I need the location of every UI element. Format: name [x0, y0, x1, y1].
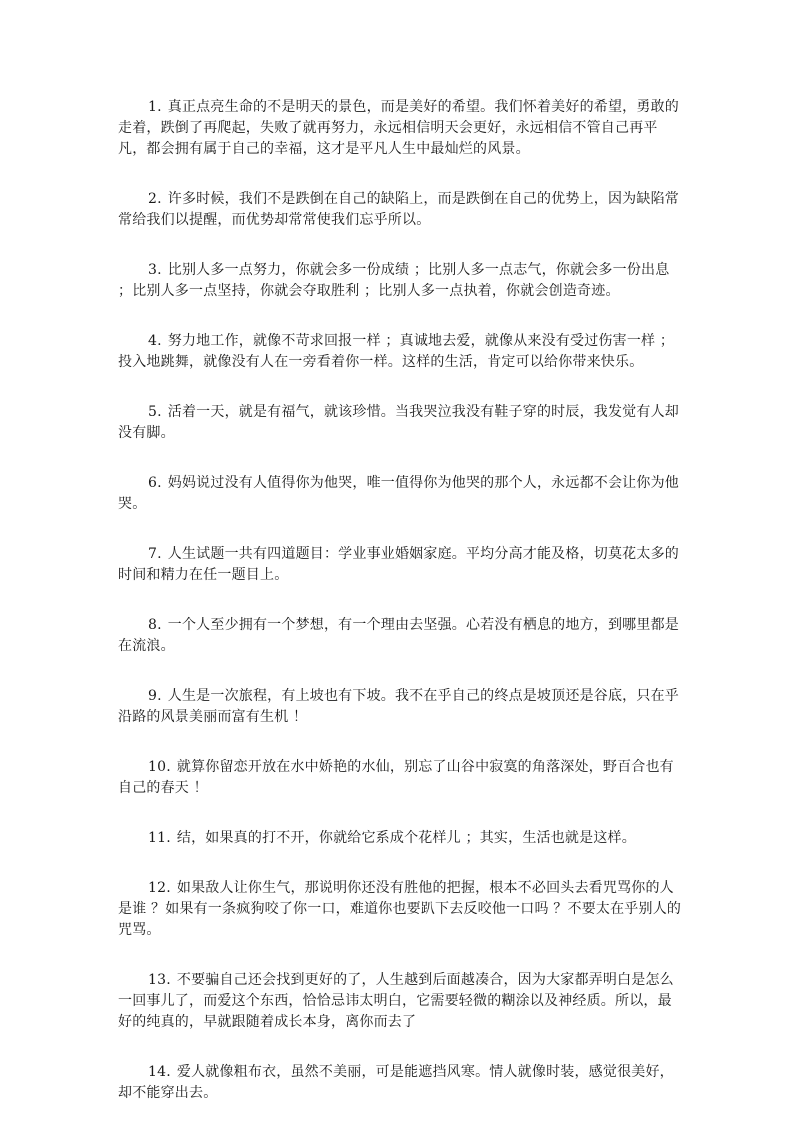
paragraph-text: 爱人就像粗布衣，虽然不美丽，可是能遮挡风寒。情人就像时装，感觉很美好，却不能穿出去。: [118, 1064, 674, 1101]
paragraph-text: 人生试题一共有四道题目：学业事业婚姻家庭。平均分高才能及格，切莫花太多的时间和精力在任一题目上。: [118, 546, 679, 583]
paragraph-7: [118, 544, 684, 586]
paragraph-text: 比别人多一点努力，你就会多一份成绩 ；比别人多一点志气，你就会多一份出息 ；比别人多一点坚持，你就会夺取胜利 ；比别人多一点执着，你就会创造奇迹。: [118, 262, 670, 299]
paragraph-3: [118, 260, 684, 302]
paragraph-number: 13.: [148, 972, 171, 988]
paragraph-4: [118, 331, 684, 373]
paragraph-number: 10.: [148, 759, 171, 775]
paragraph-9: [118, 686, 684, 728]
paragraph-text: 妈妈说过没有人值得你为他哭，唯一值得你为他哭的那个人，永远都不会让你为他哭。: [118, 475, 679, 512]
paragraph-number: 8.: [148, 617, 162, 633]
paragraph-number: 9.: [148, 688, 162, 704]
paragraph-14: [118, 1062, 684, 1104]
paragraph-number: 2.: [148, 191, 162, 207]
paragraph-text: 一个人至少拥有一个梦想，有一个理由去坚强。心若没有栖息的地方，到哪里都是在流浪。: [118, 617, 679, 654]
paragraph-1: [118, 97, 684, 160]
paragraph-number: 4.: [148, 333, 162, 349]
paragraph-number: 12.: [148, 880, 171, 896]
paragraph-text: 真正点亮生命的不是明天的景色，而是美好的希望。我们怀着美好的希望，勇敢的走着，跌倒了再爬起，失败了就再努力，永远相信明天会更好，永远相信不管自己再平凡，都会拥有属于自己的幸福，这才是平凡人生中最灿烂的风景。: [118, 99, 679, 157]
paragraph-11: [118, 828, 684, 849]
paragraph-5: [118, 402, 684, 444]
paragraph-text: 活着一天，就是有福气，就该珍惜。当我哭泣我没有鞋子穿的时辰，我发觉有人却没有脚。: [118, 404, 679, 441]
paragraph-6: [118, 473, 684, 515]
paragraph-text: 努力地工作，就像不苛求回报一样 ；真诚地去爱，就像从来没有受过伤害一样 ；投入地跳舞，就像没有人在一旁看着你一样。这样的生活，肯定可以给你带来快乐。: [118, 333, 675, 370]
document-body: [118, 97, 684, 1133]
paragraph-text: 就算你留恋开放在水中娇艳的水仙，别忘了山谷中寂寞的角落深处，野百合也有自己的春天 ！: [118, 759, 674, 796]
paragraph-number: 6.: [148, 475, 162, 491]
paragraph-number: 3.: [148, 262, 162, 278]
paragraph-number: 1.: [148, 99, 162, 115]
paragraph-number: 14.: [148, 1064, 171, 1080]
paragraph-text: 结，如果真的打不开，你就给它系成个花样儿 ；其实，生活也就是这样。: [176, 830, 636, 846]
paragraph-number: 7.: [148, 546, 162, 562]
paragraph-13: [118, 970, 684, 1033]
paragraph-12: [118, 878, 684, 941]
paragraph-text: 不要骗自己还会找到更好的了，人生越到后面越凑合，因为大家都弄明白是怎么一回事儿了，而爱这个东西，恰恰忌讳太明白，它需要轻微的糊涂以及神经质。所以，最好的纯真的，早就跟随着成长本身，离你而去了: [118, 972, 674, 1030]
paragraph-text: 许多时候，我们不是跌倒在自己的缺陷上，而是跌倒在自己的优势上，因为缺陷常常给我们以提醒，而优势却常常使我们忘乎所以。: [118, 191, 679, 228]
paragraph-10: [118, 757, 684, 799]
paragraph-text: 如果敌人让你生气，那说明你还没有胜他的把握，根本不必回头去看咒骂你的人是谁 ？如果有一条疯狗咬了你一口，难道你也要趴下去反咬他一口吗 ？不要太在乎别人的咒骂。: [118, 880, 682, 938]
paragraph-number: 11.: [148, 830, 171, 846]
paragraph-2: [118, 189, 684, 231]
paragraph-number: 5.: [148, 404, 162, 420]
paragraph-8: [118, 615, 684, 657]
paragraph-text: 人生是一次旅程，有上坡也有下坡。我不在乎自己的终点是坡顶还是谷底，只在乎沿路的风景美丽而富有生机 ！: [118, 688, 679, 725]
